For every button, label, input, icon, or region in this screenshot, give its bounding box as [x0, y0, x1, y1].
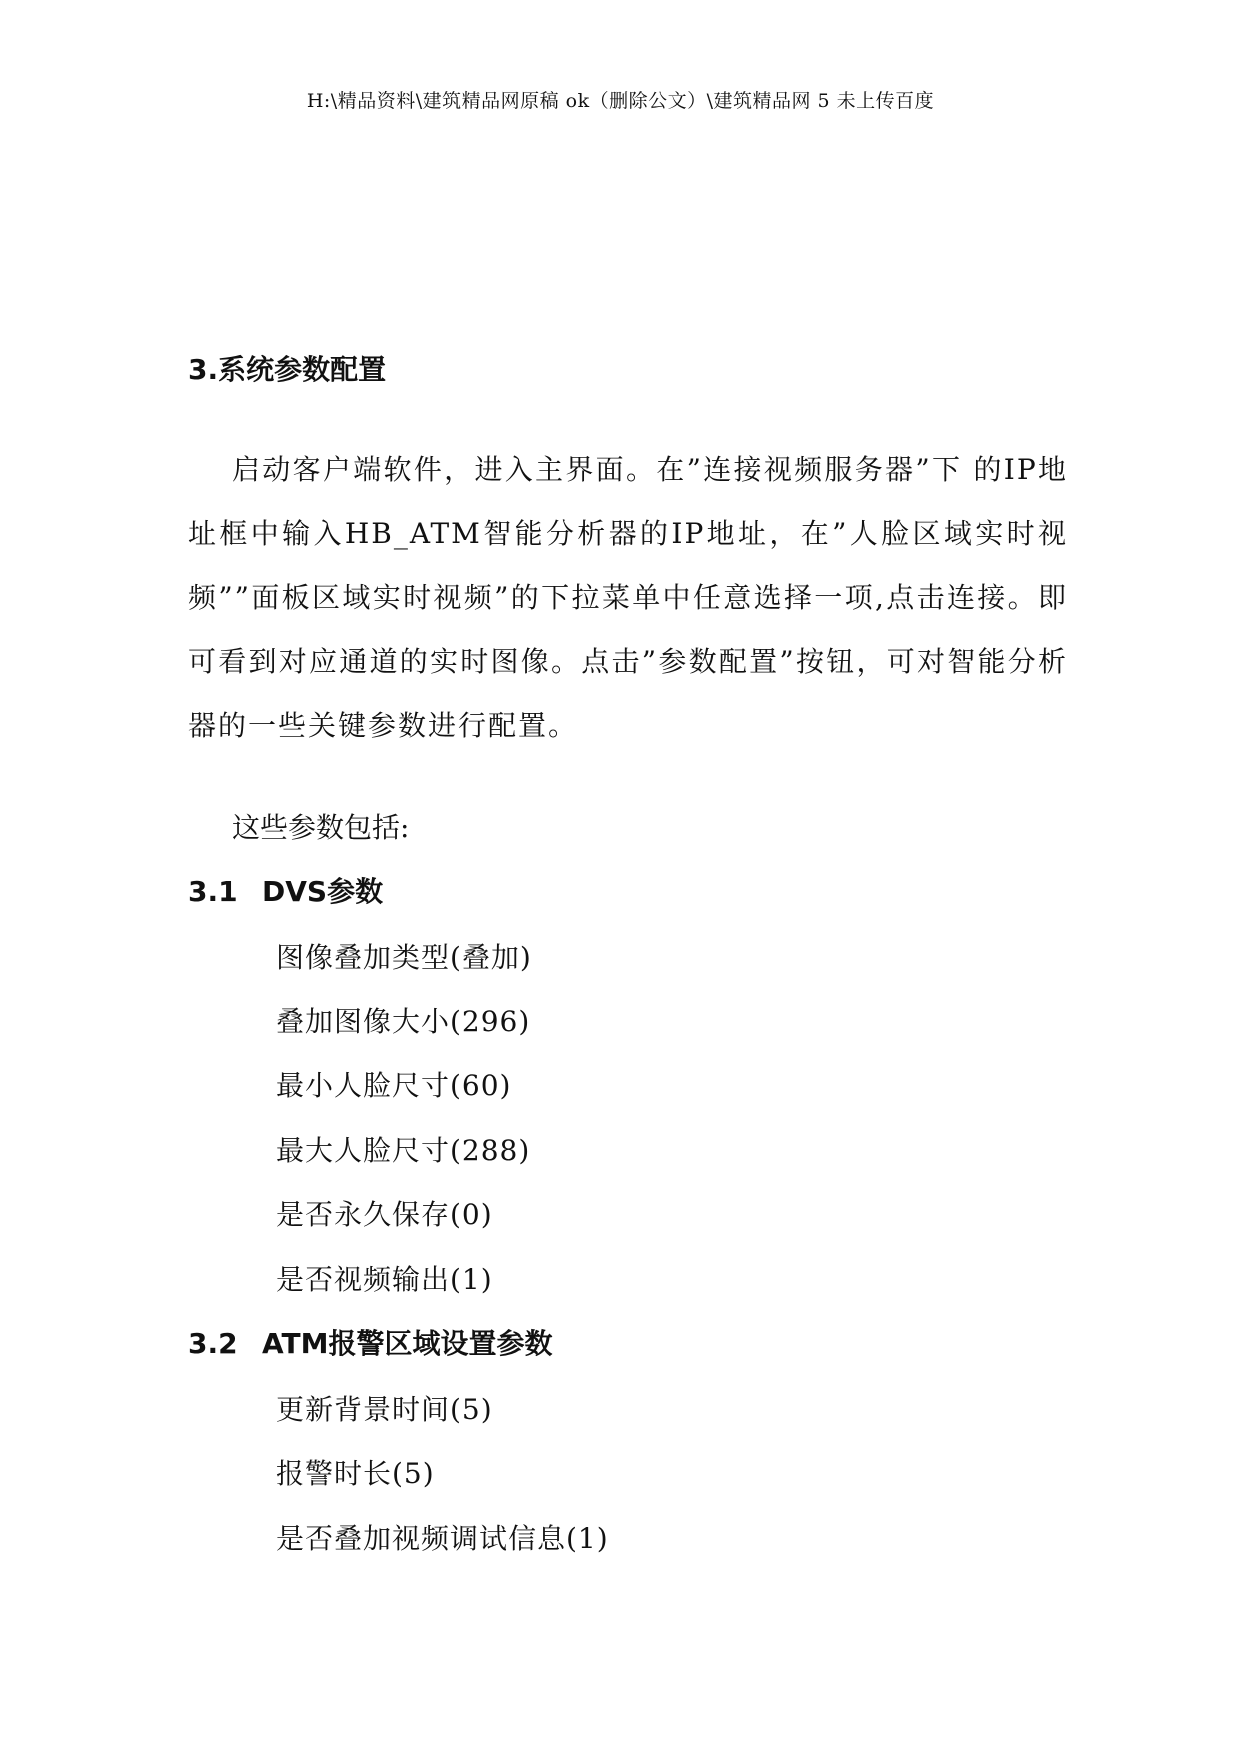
param-item: 叠加图像大小(296)	[276, 1005, 531, 1038]
section-heading-3-2	[188, 1322, 552, 1362]
section-heading-text: DVS参数	[262, 875, 384, 908]
param-item: 是否永久保存(0)	[276, 1198, 493, 1231]
section-heading-text: ATM报警区域设置参数	[262, 1327, 553, 1360]
param-item: 图像叠加类型(叠加)	[276, 941, 532, 974]
section-title: 3.系统参数配置	[188, 353, 387, 386]
param-item: 最大人脸尺寸(288)	[276, 1134, 531, 1167]
param-item: 是否视频输出(1)	[276, 1263, 493, 1296]
param-item: 是否叠加视频调试信息(1)	[276, 1522, 609, 1555]
section-number: 3.1	[188, 875, 238, 908]
section-heading-3-1	[188, 870, 383, 910]
intro-paragraph: 启动客户端软件，进入主界面。在”连接视频服务器”下 的IP地址框中输入HB_ATM智能分析器的IP地址，在”人脸区域实时视频””面板区域实时视频”的下拉菜单中任意选择一项,点击连接。即可看到对应通道的实时图像。点击”参数配置”按钮，可对智能分析器的一些关键参数进行配置。	[188, 453, 1068, 742]
param-item: 报警时长(5)	[276, 1457, 435, 1490]
param-item: 更新背景时间(5)	[276, 1393, 493, 1426]
param-item: 最小人脸尺寸(60)	[276, 1069, 512, 1102]
params-intro: 这些参数包括:	[232, 811, 410, 844]
section-number: 3.2	[188, 1327, 238, 1360]
page-header-path: H:\精品资料\建筑精品网原稿 ok（删除公文）\建筑精品网 5 未上传百度	[306, 90, 935, 112]
